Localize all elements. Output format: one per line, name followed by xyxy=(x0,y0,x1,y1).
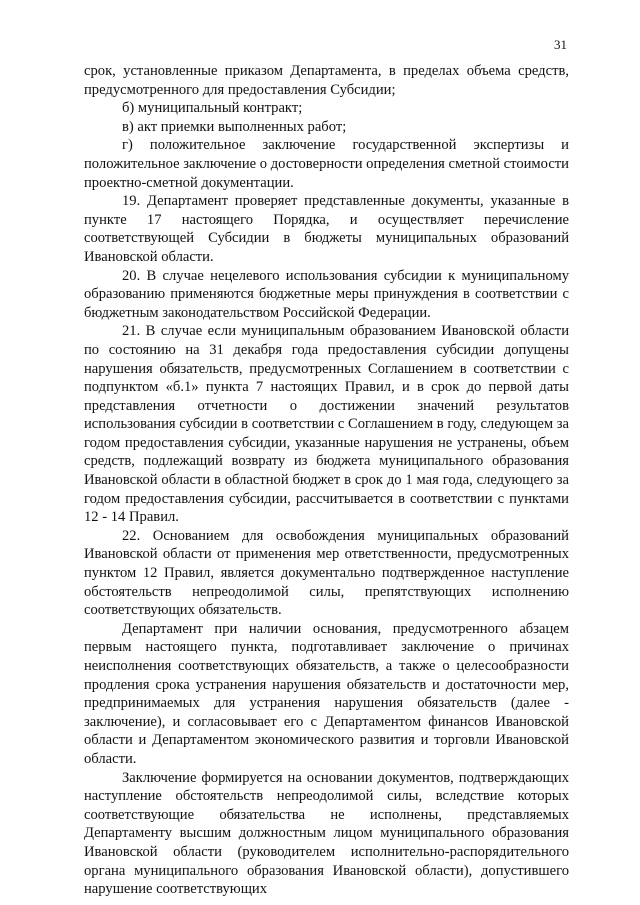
paragraph-22-conclusion: Заключение формируется на основании документов, подтверждающих наступление обстоятельств непреодолимой силы, вследствие которых соответствующие обязательства не исполнены, представляемых Департаменту высшим должностным лицом муниципального образования Ивановской области (руководителем исполнительно-распорядительного органа муниципального образования Ивановской области), допустившего нарушение соответствующих xyxy=(84,769,569,898)
paragraph-item-v: в) акт приемки выполненных работ; xyxy=(122,118,347,135)
document-body xyxy=(84,62,569,899)
paragraph-continuation: срок, установленные приказом Департамента, в пределах объема средств, предусмотренного для предоставления Субсидии; xyxy=(84,63,569,98)
paragraph-20: 20. В случае нецелевого использования субсидии к муниципальному образованию применяются бюджетные меры принуждения в соответствии с бюджетным законодательством Российской Федерации. xyxy=(84,267,569,321)
paragraph-21: 21. В случае если муниципальным образованием Ивановской области по состоянию на 31 декабря года предоставления субсидии допущены нарушения обязательств, предусмотренных Соглашением в соответствии с подпунктом «б.1» пункта 7 настоящих Правил, и в срок до первой даты представления отчетности о достижении значений результатов использования субсидии в соответствии с Соглашением в году, следующем за годом предоставления субсидии, указанные нарушения не устранены, объем средств, подлежащий возврату из бюджета муниципального образования Ивановской области в областной бюджет в срок до 1 мая года, следующего за годом предоставления субсидии, рассчитывается в соответствии с пунктами 12 - 14 Правил. xyxy=(84,323,569,526)
paragraph-item-b: б) муниципальный контракт; xyxy=(122,100,303,117)
paragraph-22-department: Департамент при наличии основания, предусмотренного абзацем первым настоящего пункта, подготавливает заключение о причинах неисполнения соответствующих обязательств, а также о целесообразности продления срока устранения нарушения обязательств и достаточности мер, предпринимаемых для устранения нарушения обязательств (далее - заключение), и согласовывает его с Департаментом финансов Ивановской области и Департаментом экономического развития и торговли Ивановской области. xyxy=(84,620,569,767)
page-number: 31 xyxy=(554,37,567,52)
paragraph-22: 22. Основанием для освобождения муниципальных образований Ивановской области от применения мер ответственности, предусмотренных пунктом 12 Правил, является документально подтвержденное наступление обстоятельств непреодолимой силы, препятствующих исполнению соответствующих обязательств. xyxy=(84,527,569,619)
paragraph-item-g: г) положительное заключение государственной экспертизы и положительное заключение о достоверности определения сметной стоимости проектно-сметной документации. xyxy=(84,137,569,191)
paragraph-19: 19. Департамент проверяет представленные документы, указанные в пункте 17 настоящего Порядка, и осуществляет перечисление соответствующей Субсидии в бюджеты муниципальных образований Ивановской области. xyxy=(84,193,569,265)
